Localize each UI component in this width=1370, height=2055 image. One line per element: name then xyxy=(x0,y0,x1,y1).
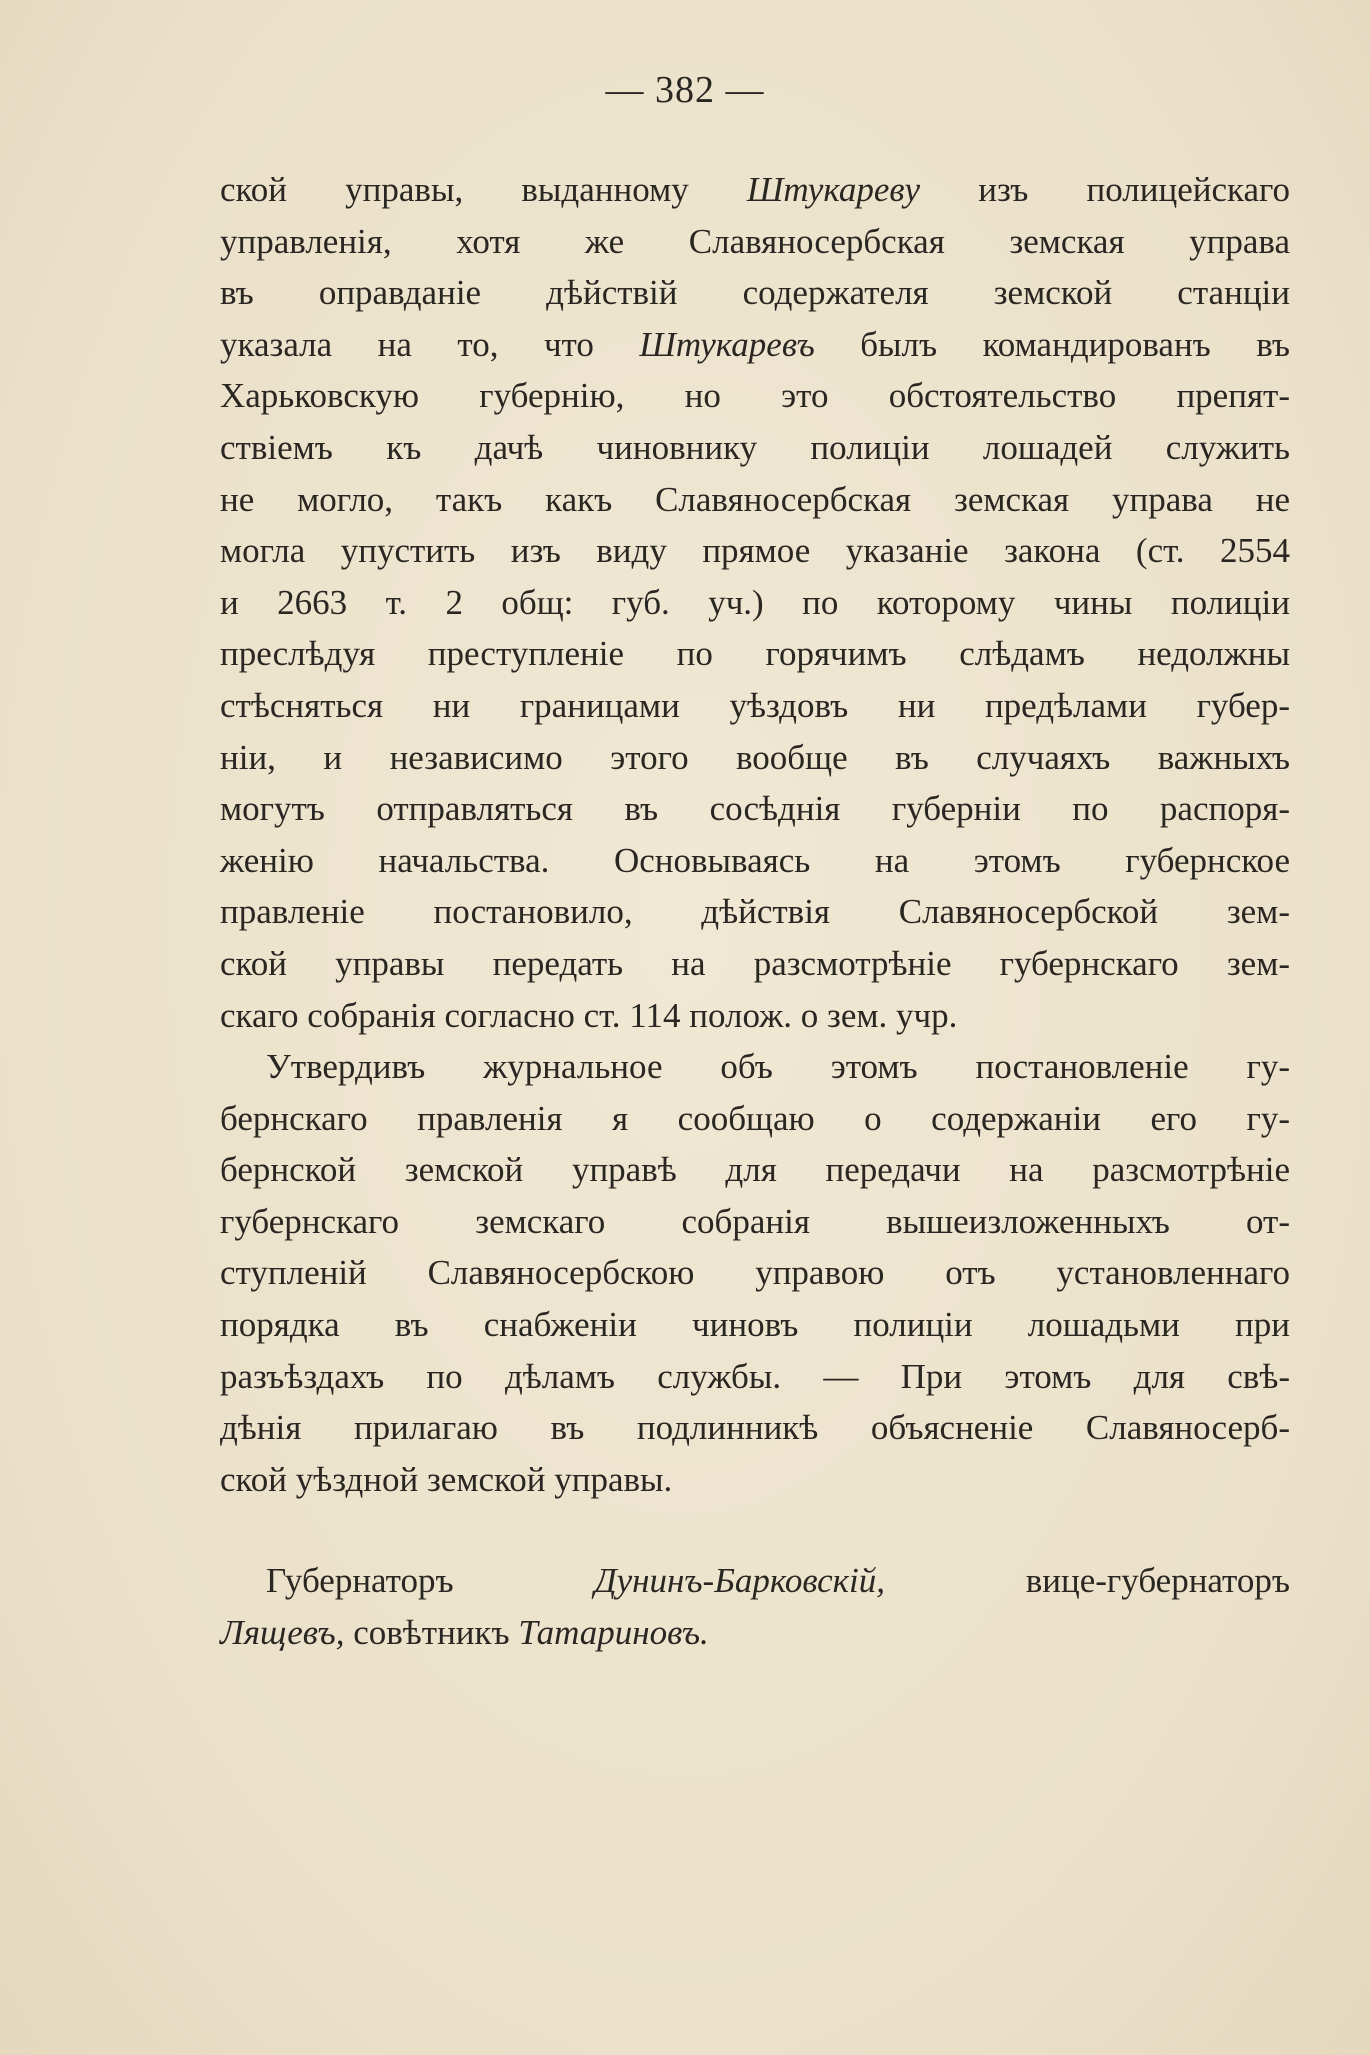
text-run: губернскаго земскаго собранія вышеизложенныхъ от- xyxy=(220,1201,1290,1241)
person-name: Штукареву xyxy=(746,170,921,209)
paragraph-1 xyxy=(220,164,1290,1041)
text-run: ступленій Славяносербскою управою отъ установленнаго xyxy=(220,1253,1290,1293)
text-line xyxy=(220,1093,1290,1145)
text-line xyxy=(220,164,1290,216)
text-run: Утвердивъ журнальное объ этомъ постановленіе гу- xyxy=(266,1047,1290,1087)
text-line xyxy=(220,1041,1290,1093)
text-line xyxy=(220,1247,1290,1299)
text-line xyxy=(220,1607,1290,1659)
text-line xyxy=(220,732,1290,784)
text-run: и 2663 т. 2 общ: губ. уч.) по которому чины полиціи xyxy=(220,582,1290,622)
text-run: въ оправданіе дѣйствій содержателя земской станціи xyxy=(220,273,1290,313)
text-run: правленіе постановило, дѣйствія Славяносербской зем- xyxy=(220,892,1290,932)
text-run: вице-губернаторъ xyxy=(885,1561,1290,1600)
text-line xyxy=(220,1299,1290,1351)
text-run: преслѣдуя преступленіе по горячимъ слѣдамъ недолжны xyxy=(220,634,1290,674)
text-run: могла упустить изъ виду прямое указаніе закона (ст. 2554 xyxy=(220,531,1290,571)
text-run: ской управы, выданному xyxy=(220,170,747,209)
paragraph-2 xyxy=(220,1041,1290,1505)
text-line xyxy=(220,783,1290,835)
text-line xyxy=(220,628,1290,680)
text-line xyxy=(220,319,1290,371)
text-run: бернской земской управѣ для передачи на разсмотрѣніе xyxy=(220,1150,1290,1190)
text-line xyxy=(220,1402,1290,1454)
text-run: не могло, такъ какъ Славяносербская земская управа не xyxy=(220,479,1290,519)
text-run: ствіемъ къ дачѣ чиновнику полиціи лошадей служить xyxy=(220,427,1290,467)
text-run: управленія, хотя же Славяносербская земская управа xyxy=(220,221,1290,261)
text-run: ской управы передать на разсмотрѣніе губернскаго зем- xyxy=(220,943,1290,983)
text-run: совѣтникъ xyxy=(344,1612,519,1652)
text-run: стѣсняться ни границами уѣздовъ ни предѣлами губер- xyxy=(220,685,1290,725)
text-run: женію начальства. Основываясь на этомъ губернское xyxy=(220,840,1290,880)
text-run: разъѣздахъ по дѣламъ службы. — При этомъ для свѣ- xyxy=(220,1356,1290,1396)
person-name: Лящевъ, xyxy=(220,1612,345,1652)
text-line xyxy=(220,835,1290,887)
text-line xyxy=(220,1454,1290,1506)
text-run: ніи, и независимо этого вообще въ случаяхъ важныхъ xyxy=(220,737,1290,777)
text-line xyxy=(220,680,1290,732)
text-run: Губернаторъ xyxy=(266,1561,595,1600)
text-line xyxy=(220,577,1290,629)
text-line xyxy=(220,1144,1290,1196)
person-name: Штукаревъ xyxy=(639,324,815,364)
text-run: бернскаго правленія я сообщаю о содержаніи его гу- xyxy=(220,1098,1290,1138)
text-run: порядка въ снабженіи чиновъ полиціи лошадьми при xyxy=(220,1305,1290,1345)
page-number: — 382 — xyxy=(605,69,765,111)
person-name: Татариновъ. xyxy=(518,1612,709,1652)
text-line xyxy=(220,1196,1290,1248)
signature-block xyxy=(220,1555,1290,1658)
text-line xyxy=(220,267,1290,319)
text-line xyxy=(220,1351,1290,1403)
text-line xyxy=(220,422,1290,474)
text-line xyxy=(220,990,1290,1042)
text-run: могутъ отправляться въ сосѣднія губерніи по распоря- xyxy=(220,789,1290,829)
person-name: Дунинъ-Барковскій, xyxy=(594,1561,886,1600)
text-run: ской уѣздной земской управы. xyxy=(220,1459,673,1499)
text-run: былъ командированъ въ xyxy=(814,324,1291,364)
body-text xyxy=(220,164,1290,1505)
text-line xyxy=(220,370,1290,422)
text-line xyxy=(220,1555,1290,1607)
text-run: изъ полицейскаго xyxy=(920,170,1290,209)
text-run: скаго собранія согласно ст. 114 полож. о зем. учр. xyxy=(220,995,958,1035)
text-run: Харьковскую губернію, но это обстоятельство препят- xyxy=(220,376,1290,416)
text-line xyxy=(220,525,1290,577)
text-line xyxy=(220,938,1290,990)
text-line xyxy=(220,216,1290,268)
text-line xyxy=(220,886,1290,938)
text-line xyxy=(220,474,1290,526)
text-run: дѣнія прилагаю въ подлинникѣ объясненіе Славяносерб- xyxy=(220,1408,1290,1448)
text-run: указала на то, что xyxy=(220,324,640,364)
